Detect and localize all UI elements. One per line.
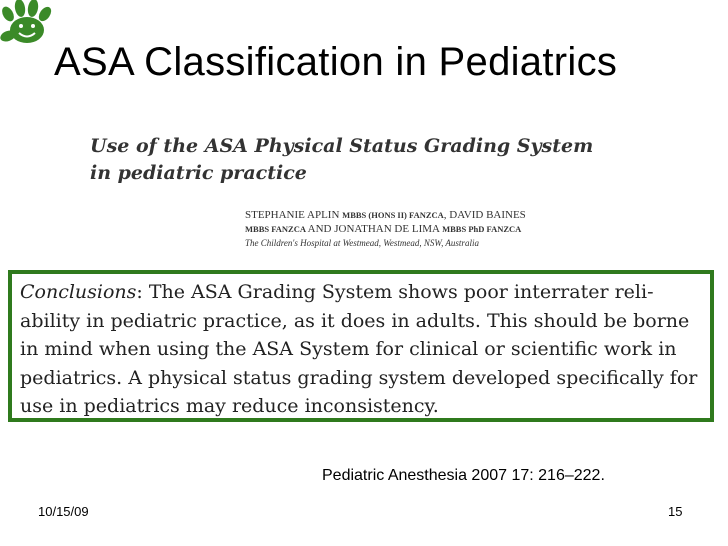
author-3-degrees: MBBS PhD FANZCA	[442, 224, 522, 234]
paper-authors	[245, 208, 526, 250]
slide-title: ASA Classification in Pediatrics	[54, 40, 618, 84]
authors-line-2	[245, 222, 526, 236]
paper-title-line-1: Use of the ASA Physical Status Grading System	[90, 135, 594, 157]
author-2-name: , DAVID BAINES	[443, 209, 526, 221]
citation: Pediatric Anesthesia 2007 17: 216–222.	[322, 467, 605, 484]
paper-title-line-2: in pediatric practice	[90, 162, 307, 184]
authors-line-1	[245, 208, 526, 222]
handprint-logo-icon	[0, 0, 58, 50]
conclusion-text	[20, 278, 710, 421]
paper-title	[90, 133, 593, 187]
conclusion-line-1-text: : The ASA Grading System shows poor interrater reli-	[136, 281, 654, 303]
conclusion-line-4: pediatrics. A physical status grading system developed specifically for	[20, 366, 698, 389]
author-2-degrees: MBBS FANZCA	[245, 224, 308, 234]
author-1-degrees: MBBS (HONS II) FANZCA	[342, 210, 444, 220]
conclusion-line-3: in mind when using the ASA System for clinical or scientific work in	[20, 338, 677, 360]
conclusion-line-5: use in pediatrics may reduce inconsistency.	[20, 395, 439, 417]
conclusion-line-2: ability in pediatric practice, as it does in adults. This should be borne	[20, 309, 690, 332]
footer-date: 10/15/09	[38, 504, 89, 519]
conclusion-label: Conclusions	[20, 281, 137, 303]
author-1-name: STEPHANIE APLIN	[245, 209, 343, 221]
author-institution: The Children's Hospital at Westmead, Westmead, NSW, Australia	[245, 238, 479, 248]
conclusion-line-1	[20, 278, 710, 307]
author-3-name: AND JONATHAN DE LIMA	[307, 223, 443, 235]
footer-page-number: 15	[668, 504, 683, 519]
